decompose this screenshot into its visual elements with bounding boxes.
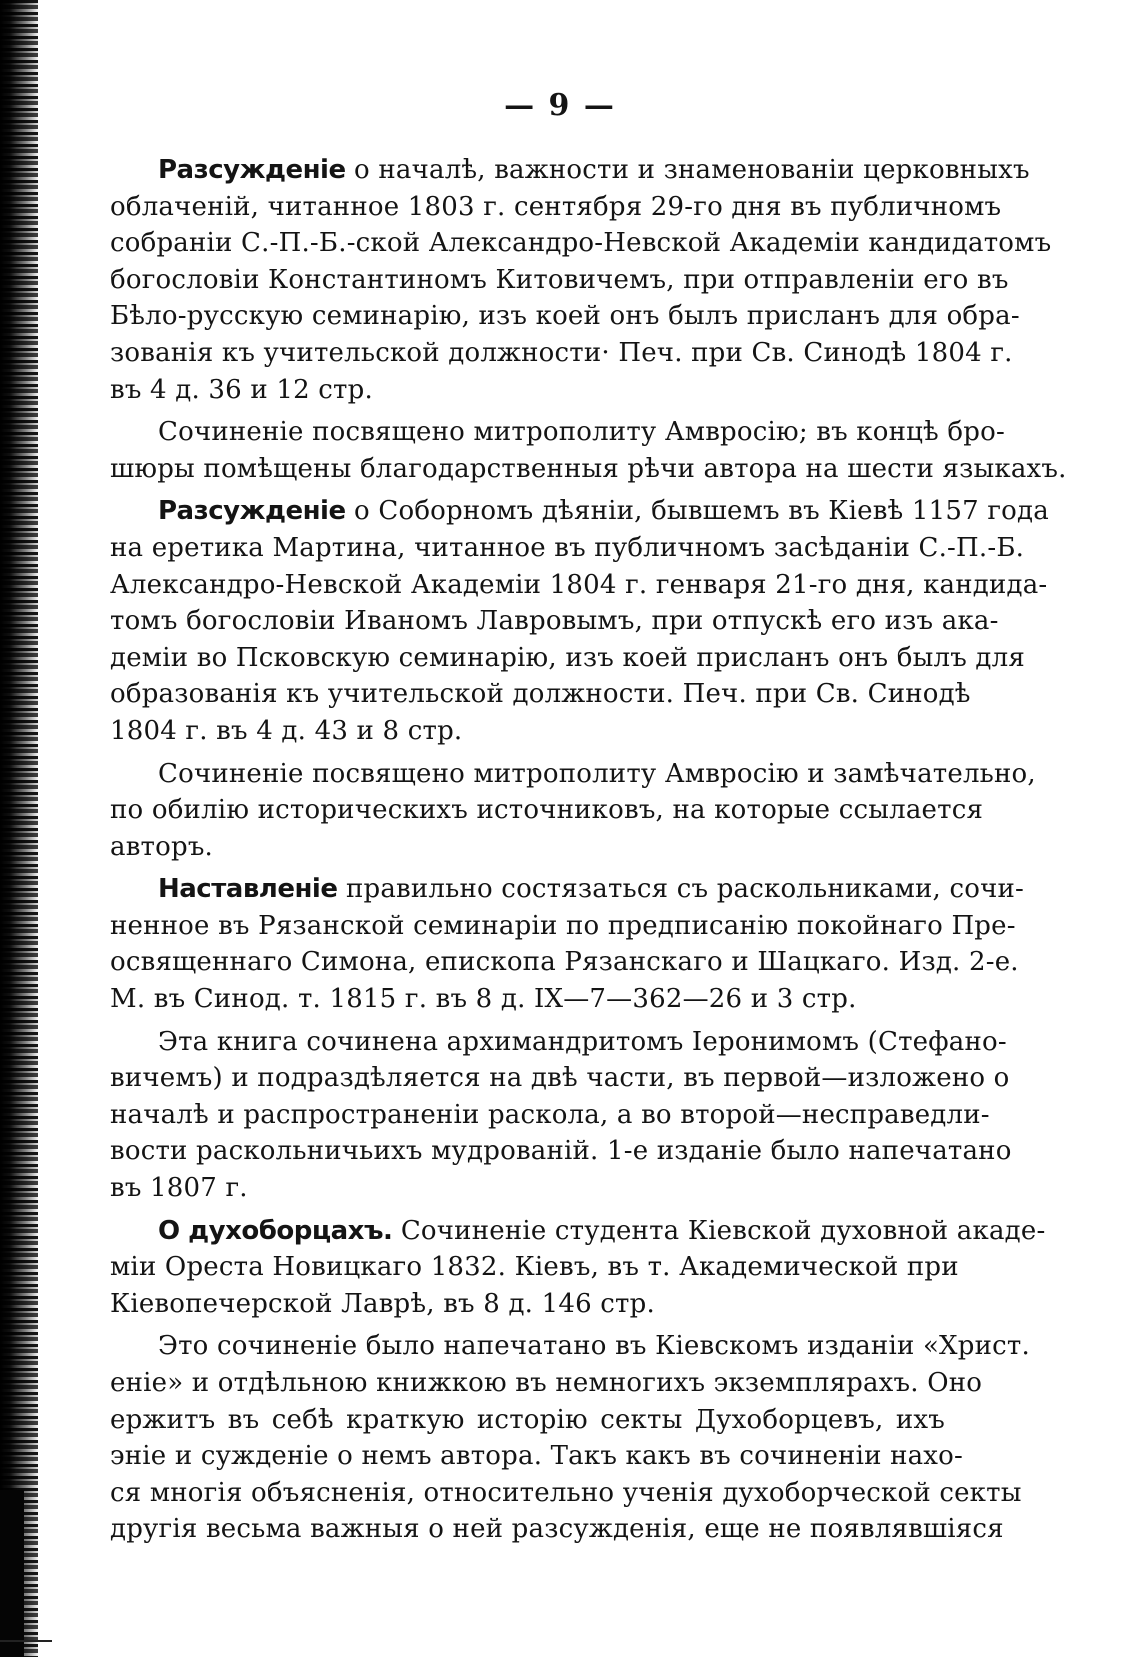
text-line: [110, 1060, 1010, 1097]
line-text: Сочиненіе студента Кіевской духовной акаде-: [392, 1215, 1046, 1246]
line-text: Сочиненіе посвящено митрополиту Амвросію; въ концѣ бро-: [158, 417, 1005, 448]
text-line: [110, 871, 1024, 908]
entry-title: О духоборцахъ.: [158, 1215, 393, 1246]
text-line: [110, 493, 1049, 530]
text-line: [110, 1511, 1004, 1548]
text-line: [110, 225, 1052, 262]
line-text: вичемъ) и подраздѣляется на двѣ части, въ первой—изложено о: [110, 1063, 1010, 1094]
bibliography-entry: [110, 1213, 1046, 1323]
text-line: [110, 1249, 959, 1286]
text-line: [110, 451, 1067, 488]
line-text: собраніи С.-П.-Б.-ской Александро-Невской Академіи кандидатомъ: [110, 228, 1052, 259]
line-text: въ 1807 г.: [110, 1173, 248, 1204]
line-text: ся многія объясненія, относительно ученія духоборческой секты: [110, 1477, 1022, 1508]
line-text: авторъ.: [110, 831, 214, 862]
text-line: [110, 713, 945, 750]
text-line: [110, 1133, 1012, 1170]
entry-title: Разсужденіе: [158, 496, 346, 527]
bottom-rule: [0, 1640, 52, 1642]
text-line: [110, 603, 999, 640]
line-text: Это сочиненіе было напечатано въ Кіевскомъ изданіи «Христ.: [158, 1331, 1030, 1362]
line-text: Александро-Невской Академіи 1804 г. генваря 21-го дня, кандида-: [110, 569, 1048, 600]
line-text: образованія къ учительской должности. Печ. при Св. Синодѣ: [110, 679, 971, 710]
line-text: шюры помѣщены благодарственныя рѣчи автора на шести языкахъ.: [110, 453, 1067, 484]
text-line: [110, 1024, 1007, 1061]
text-line: [110, 335, 1013, 372]
bibliography-entry: [110, 152, 1052, 408]
text-line: [110, 640, 1025, 677]
entry-title: Наставленіе: [158, 874, 338, 905]
text-line: [110, 1328, 1030, 1365]
text-line: [110, 414, 1005, 451]
text-line: [110, 262, 1009, 299]
text-line: [110, 829, 945, 866]
text-line: [110, 981, 945, 1018]
text-line: [110, 908, 1016, 945]
bibliography-entry: [110, 493, 1049, 749]
text-line: [110, 1097, 990, 1134]
text-line: [110, 944, 1019, 981]
line-text: правильно состязаться съ раскольниками, сочи-: [337, 874, 1024, 905]
line-text: Кіевопечерской Лаврѣ, въ 8 д. 146 стр.: [110, 1288, 655, 1319]
line-text: еніе» и отдѣльною книжкою въ немногихъ экземплярахъ. Оно: [110, 1368, 983, 1398]
text-line: [110, 189, 1002, 226]
annotation-paragraph: [110, 414, 1067, 487]
bibliography-entry: [110, 871, 1024, 1017]
line-text: Бѣло-русскую семинарію, изъ коей онъ былъ присланъ для обра-: [110, 301, 1020, 332]
page-body-text: [110, 152, 1067, 1548]
annotation-paragraph: [110, 756, 1036, 866]
line-text: томъ богословіи Иваномъ Лавровымъ, при отпускѣ его изъ ака-: [110, 606, 999, 637]
page-number: — 9 —: [504, 88, 616, 123]
line-text: ненное въ Рязанской семинаріи по предписанію покойнаго Пре-: [110, 910, 1016, 941]
text-line: [110, 1402, 945, 1439]
line-text: Эта книга сочинена архимандритомъ Іеронимомъ (Стефано-: [158, 1026, 1007, 1057]
line-text: зованія къ учительской должности· Печ. при Св. Синодѣ 1804 г.: [110, 337, 1013, 368]
line-text: въ 4 д. 36 и 12 стр.: [110, 374, 373, 405]
text-line: [110, 756, 1036, 793]
line-text: по обилію историческихъ источниковъ, на которые ссылается: [110, 795, 984, 826]
text-line: [110, 1365, 983, 1402]
text-line: [110, 1438, 964, 1475]
line-text: Сочиненіе посвящено митрополиту Амвросію и замѣчательно,: [158, 758, 1036, 789]
line-text: міи Ореста Новицкаго 1832. Кіевъ, въ т. Академической при: [110, 1252, 959, 1283]
text-line: [110, 530, 1025, 567]
text-line: [110, 1170, 945, 1207]
line-text: эніе и сужденіе о немъ автора. Такъ какъ въ сочиненіи нахо-: [110, 1441, 964, 1472]
line-text: богословіи Константиномъ Китовичемъ, при отправленіи его въ: [110, 264, 1009, 295]
line-text: вости раскольничьихъ мудрованій. 1-е изданіе было напечатано: [110, 1136, 1012, 1167]
line-text: М. въ Синод. т. 1815 г. въ 8 д. IX—7—362—26 и 3 стр.: [110, 984, 857, 1015]
text-line: [110, 1475, 1022, 1512]
line-text: ержитъ въ себѣ краткую исторію секты Духоборцевъ, ихъ: [110, 1404, 945, 1435]
line-text: другія весьма важныя о ней разсужденія, еще не появлявшіяся: [110, 1514, 1004, 1545]
line-text: о началѣ, важности и знаменованіи церковныхъ: [345, 155, 1030, 185]
text-line: [110, 1286, 945, 1323]
text-line: [110, 567, 1048, 604]
line-text: освященнаго Симона, епископа Рязанскаго и Шацкаго. Изд. 2-е.: [110, 947, 1019, 978]
line-text: на еретика Мартина, читанное въ публичномъ засѣданіи С.-П.-Б.: [110, 532, 1025, 563]
text-line: [110, 676, 971, 713]
scan-binding-edge: [0, 0, 38, 1657]
line-text: деміи во Псковскую семинарію, изъ коей присланъ онъ былъ для: [110, 642, 1025, 673]
line-text: 1804 г. въ 4 д. 43 и 8 стр.: [110, 715, 463, 746]
text-line: [110, 298, 1020, 335]
text-line: [110, 152, 1030, 189]
line-text: о Соборномъ дѣяніи, бывшемъ въ Кіевѣ 1157 года: [345, 496, 1049, 527]
line-text: началѣ и распространеніи раскола, а во второй—несправедли-: [110, 1099, 990, 1130]
text-line: [110, 1213, 1046, 1250]
text-line: [110, 792, 984, 829]
annotation-paragraph: [110, 1328, 1030, 1548]
annotation-paragraph: [110, 1024, 1012, 1207]
entry-title: Разсужденіе: [158, 155, 346, 185]
line-text: облаченій, читанное 1803 г. сентября 29-го дня въ публичномъ: [110, 191, 1002, 222]
text-line: [110, 372, 945, 409]
